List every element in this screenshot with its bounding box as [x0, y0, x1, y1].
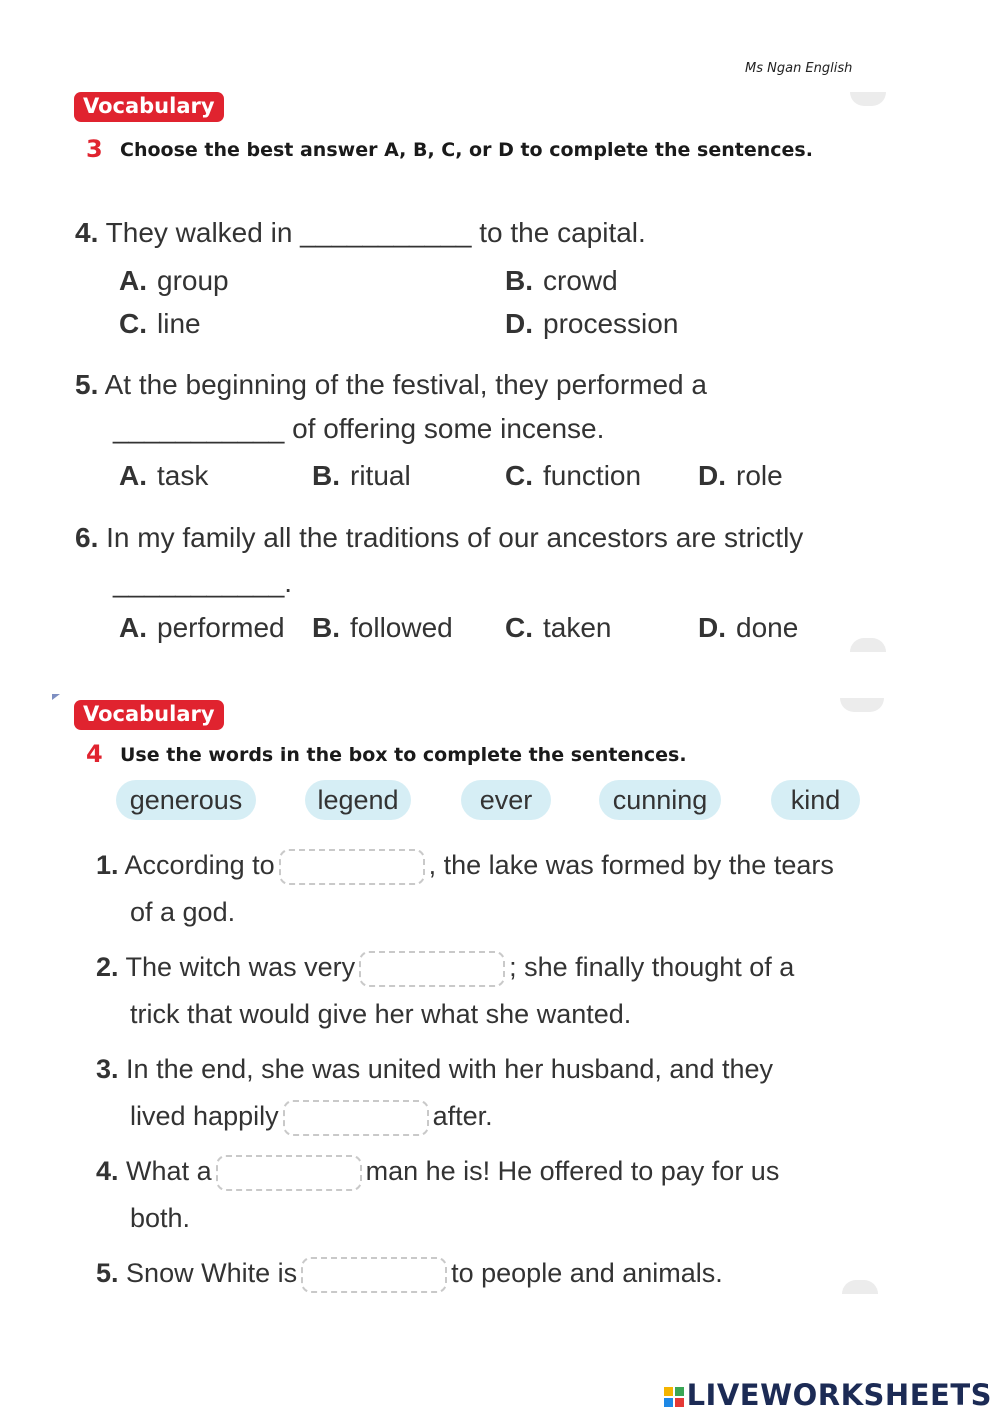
sentence-5 — [96, 1256, 723, 1293]
sentence-text: , the lake was formed by the tears — [428, 850, 834, 880]
vocabulary-label: Vocabulary — [74, 700, 224, 730]
answer-blank[interactable] — [279, 849, 425, 885]
option-c[interactable]: C. taken — [505, 612, 612, 643]
option-b[interactable]: B. followed — [312, 612, 453, 643]
sentence-number: 3. — [96, 1054, 119, 1084]
sentence-text: According to — [124, 850, 275, 880]
word-chip[interactable]: generous — [116, 780, 256, 820]
option-a[interactable]: A. task — [119, 460, 209, 491]
answer-blank[interactable] — [216, 1155, 362, 1191]
answer-blank[interactable] — [301, 1257, 447, 1293]
exercise-number: 4 — [86, 740, 103, 768]
option-b[interactable]: B. crowd — [505, 265, 618, 296]
sentence-text-line2: of a god. — [130, 897, 236, 927]
question-text-line2: ___________ of offering some incense. — [113, 413, 605, 444]
option-c[interactable]: C. line — [119, 308, 201, 339]
sentence-text-line2: trick that would give her what she wanted. — [130, 999, 632, 1029]
option-d[interactable]: D. role — [698, 460, 783, 491]
sentence-text: man he is! He offered to pay for us — [365, 1156, 780, 1186]
decorative-tab — [840, 698, 884, 712]
option-a[interactable]: A. performed — [119, 612, 285, 643]
sentence-text-line2: both. — [130, 1203, 191, 1233]
vocabulary-label: Vocabulary — [74, 92, 224, 122]
word-chip[interactable]: legend — [305, 780, 411, 820]
question-number: 4. — [75, 217, 99, 248]
option-d[interactable]: D. done — [698, 612, 799, 643]
sentence-number: 5. — [96, 1258, 119, 1288]
sentence-4 — [96, 1154, 779, 1191]
option-d[interactable]: D. procession — [505, 308, 679, 339]
answer-blank[interactable] — [359, 951, 505, 987]
answer-blank[interactable] — [283, 1100, 429, 1136]
option-c[interactable]: C. function — [505, 460, 642, 491]
question-6 — [75, 521, 803, 555]
option-b[interactable]: B. ritual — [312, 460, 411, 491]
sentence-text: What a — [126, 1156, 212, 1186]
decorative-tab — [842, 1280, 878, 1294]
word-chip[interactable]: cunning — [599, 780, 721, 820]
decorative-tab — [850, 92, 886, 106]
question-number: 6. — [75, 522, 99, 553]
sentence-number: 4. — [96, 1156, 119, 1186]
sentence-3 — [96, 1052, 773, 1086]
question-number: 5. — [75, 369, 99, 400]
logo-icon — [664, 1380, 684, 1400]
exercise-number: 3 — [86, 135, 103, 163]
exercise-instruction: Choose the best answer A, B, C, or D to complete the sentences. — [120, 139, 813, 161]
question-text: At the beginning of the festival, they performed a — [104, 369, 707, 400]
sentence-number: 2. — [96, 952, 119, 982]
liveworksheets-logo[interactable] — [664, 1378, 992, 1412]
question-5 — [75, 368, 707, 402]
sentence-number: 1. — [96, 850, 119, 880]
question-4 — [75, 216, 646, 250]
corner-marker — [52, 694, 60, 700]
logo-text: LIVEWORKSHEETS — [686, 1378, 992, 1412]
question-text: They walked in ___________ to the capital. — [105, 217, 646, 248]
sentence-text: ; she finally thought of a — [509, 952, 795, 982]
question-text: In my family all the traditions of our ancestors are strictly — [106, 522, 804, 553]
sentence-text: The witch was very — [125, 952, 356, 982]
option-a[interactable]: A. group — [119, 265, 229, 296]
sentence-text: to people and animals. — [451, 1258, 723, 1288]
word-chip[interactable]: kind — [771, 780, 860, 820]
decorative-tab — [850, 638, 886, 652]
word-chip[interactable]: ever — [461, 780, 551, 820]
sentence-text-line2: lived happily after. — [130, 1099, 493, 1136]
exercise-instruction: Use the words in the box to complete the sentences. — [120, 744, 687, 766]
author-credit: Ms Ngan English — [745, 61, 853, 76]
sentence-text: Snow White is — [126, 1258, 298, 1288]
sentence-2 — [96, 950, 794, 987]
question-text-line2: ___________. — [113, 567, 293, 598]
sentence-1 — [96, 848, 834, 885]
sentence-text: In the end, she was united with her husband, and they — [126, 1054, 773, 1084]
